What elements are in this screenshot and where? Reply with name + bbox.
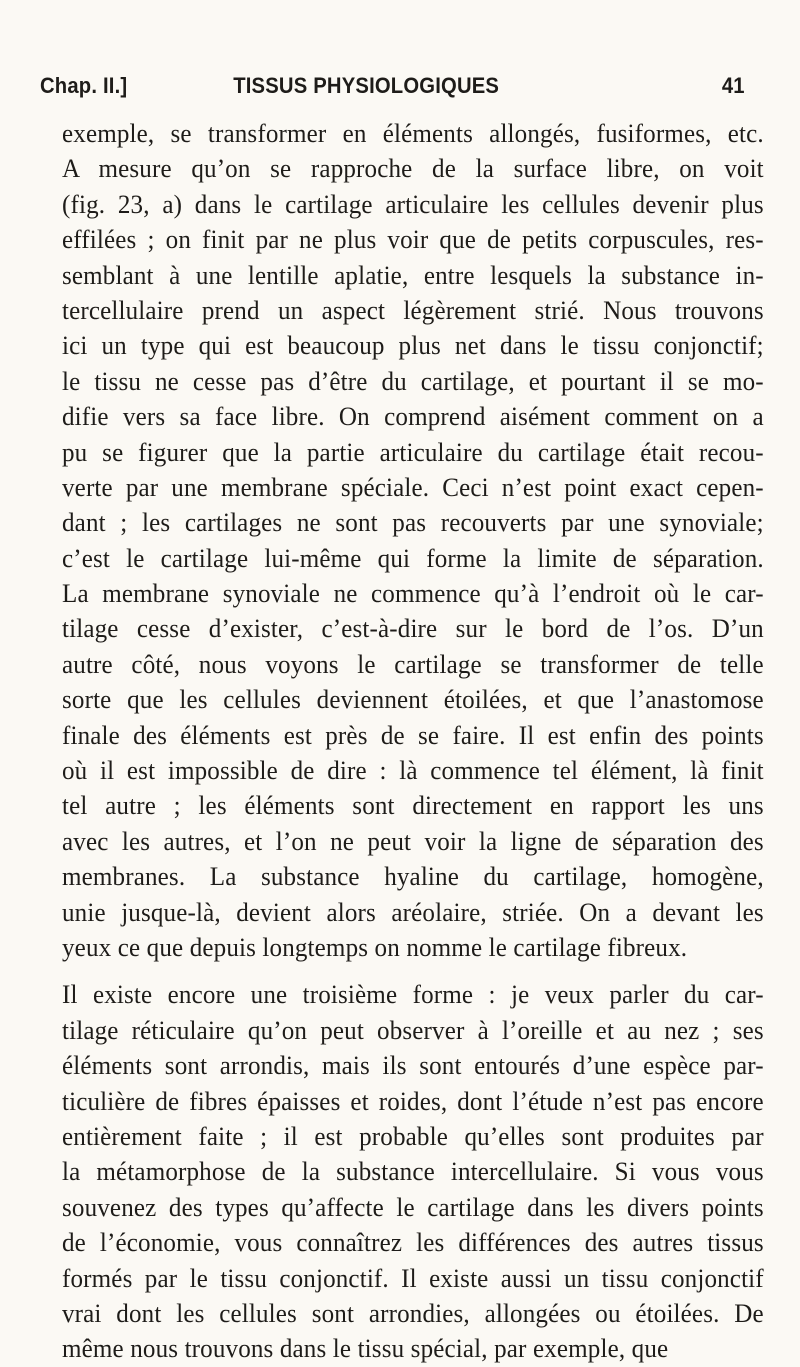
text-line: verte par une membrane spéciale. Ceci n’est point exact cepen- [62,472,764,502]
text-line: c’est le cartilage lui-même qui forme la limite de séparation. [62,543,764,573]
paragraph-gap [62,965,764,977]
text-line: entièrement faite ; il est probable qu’elles sont produites par [62,1121,764,1151]
chapter-label: Chap. II.] [40,73,128,98]
text-line: dant ; les cartilages ne sont pas recouverts par une synoviale; [62,508,764,538]
body-text [62,116,764,1367]
text-line: avec les autres, et l’on ne peut voir la ligne de séparation des [62,826,764,856]
text-line: sorte que les cellules deviennent étoilées, et que l’anastomose [62,685,764,715]
paragraph-2 [62,977,764,1366]
text-line: souvenez des types qu’affecte le cartilage dans les divers points [62,1192,764,1222]
text-line: éléments sont arrondis, mais ils sont entourés d’une espèce par- [62,1051,764,1081]
text-line: tilage cesse d’exister, c’est-à-dire sur le bord de l’os. D’un [62,614,764,644]
text-line: vrai dont les cellules sont arrondies, allongées ou étoilées. De [62,1298,764,1328]
text-line: La membrane synoviale ne commence qu’à l’endroit où le car- [62,579,764,609]
text-line: finale des éléments est près de se faire. Il est enfin des points [62,720,764,750]
text-line: ici un type qui est beaucoup plus net dans le tissu conjonctif; [62,331,764,361]
text-line: unie jusque-là, devient alors aréolaire, striée. On a devant les [62,897,764,927]
text-line: pu se figurer que la partie articulaire du cartilage était recou- [62,437,764,467]
text-line: de l’économie, vous connaîtrez les différences des autres tissus [62,1228,764,1258]
text-line: Il existe encore une troisième forme : je veux parler du car- [62,980,764,1010]
text-line: membranes. La substance hyaline du cartilage, homogène, [62,862,764,892]
text-line: (fig. 23, a) dans le cartilage articulaire les cellules devenir plus [62,189,764,219]
running-title: TISSUS PHYSIOLOGIQUES [233,73,500,98]
page-number: 41 [721,73,745,98]
text-line: semblant à une lentille aplatie, entre lesquels la substance in- [62,260,764,290]
text-line: A mesure qu’on se rapproche de la surface libre, on voit [62,154,764,184]
text-line: tel autre ; les éléments sont directement en rapport les uns [62,791,764,821]
running-header [40,73,745,107]
text-line: difie vers sa face libre. On comprend aisément comment on a [62,402,764,432]
text-line: la métamorphose de la substance intercellulaire. Si vous vous [62,1157,764,1187]
text-line: tilage réticulaire qu’on peut observer à l’oreille et au nez ; ses [62,1015,764,1045]
text-line: effilées ; on finit par ne plus voir que de petits corpuscules, res- [62,225,764,255]
text-line: autre côté, nous voyons le cartilage se transformer de telle [62,649,764,679]
text-line: formés par le tissu conjonctif. Il existe aussi un tissu conjonctif [62,1263,764,1293]
text-line: exemple, se transformer en éléments allongés, fusiformes, etc. [62,119,764,148]
text-line: tercellulaire prend un aspect légèrement strié. Nous trouvons [62,295,764,325]
text-line: ticulière de fibres épaisses et roides, dont l’étude n’est pas encore [62,1086,764,1116]
text-line: même nous trouvons dans le tissu spécial, par exemple, que [62,1334,669,1364]
text-line: le tissu ne cesse pas d’être du cartilage, et pourtant il se mo- [62,366,764,396]
text-line: où il est impossible de dire : là commence tel élément, là finit [62,756,764,786]
text-line: yeux ce que depuis longtemps on nomme le cartilage fibreux. [62,932,688,962]
paragraph-1 [62,116,764,965]
